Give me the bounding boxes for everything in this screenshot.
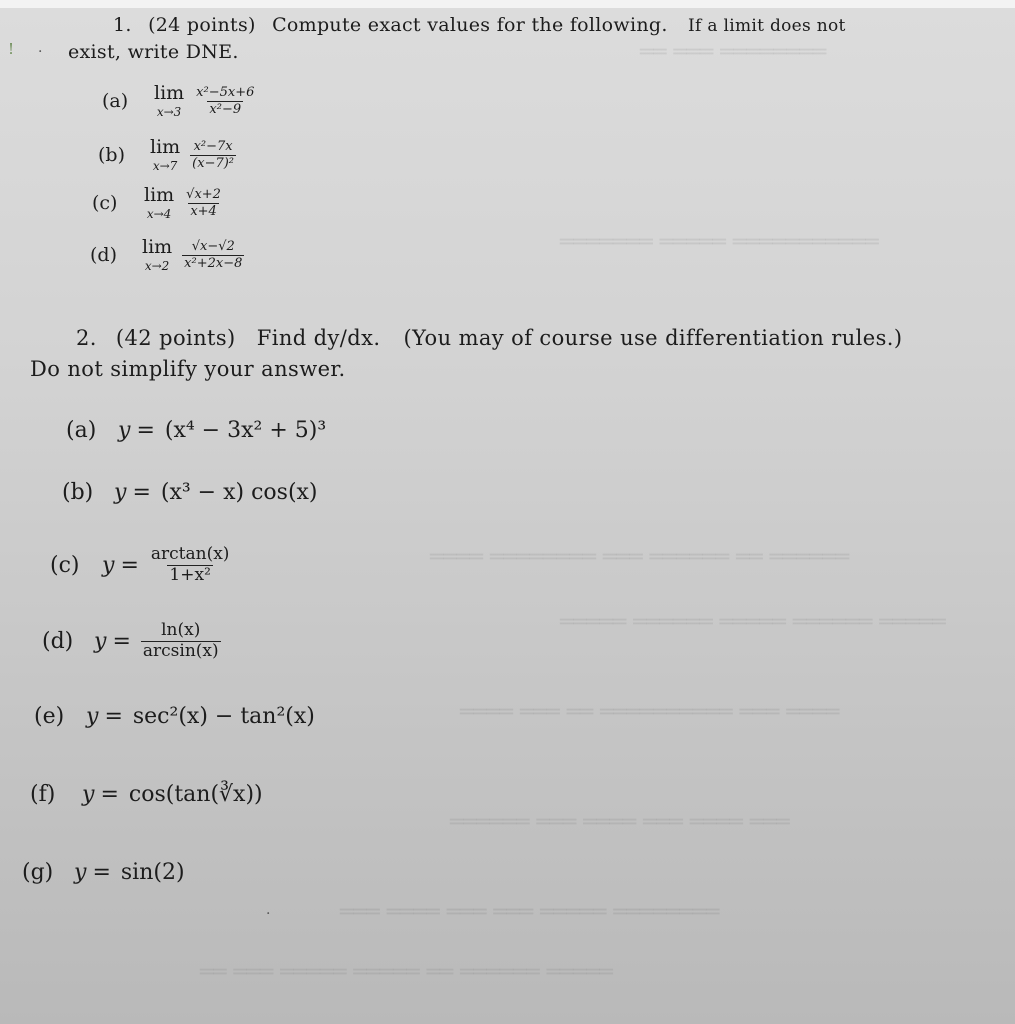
numerator: x²−7x xyxy=(193,138,233,154)
part-label: (f) xyxy=(30,782,56,807)
numerator: arctan(x) xyxy=(150,544,230,564)
margin-mark-icon: ! xyxy=(8,40,15,58)
numerator: √x+2 xyxy=(186,186,221,202)
bleed-through: ═══════════ ═════ ═══════ xyxy=(560,230,879,255)
equals-sign: = xyxy=(104,704,123,729)
expression: (x⁴ − 3x² + 5)³ xyxy=(164,418,327,443)
q1-part-b xyxy=(98,138,236,172)
equals-sign: = xyxy=(92,860,111,885)
denominator: arcsin(x) xyxy=(142,640,219,661)
q1-number: 1. xyxy=(113,14,132,36)
q2-number: 2. xyxy=(76,326,97,350)
fraction xyxy=(182,240,244,270)
q2-instruction-cont: (You may of course use differentiation rules.) xyxy=(403,326,903,350)
stray-dot-icon: · xyxy=(266,906,271,922)
fraction xyxy=(194,86,256,116)
bleed-through: ════════ ═══ ══ xyxy=(640,40,827,65)
denominator: 1+x² xyxy=(169,564,211,585)
limit-operator: lim x→3 xyxy=(154,82,185,119)
limit-operator: lim x→7 xyxy=(150,136,181,173)
equals-sign: = xyxy=(132,480,151,505)
part-label: (b) xyxy=(62,480,94,505)
numerator: ln(x) xyxy=(161,620,201,640)
bleed-through: ════════ ═════ ═══ ═══ ════ ═══ xyxy=(340,900,720,925)
equals-sign: = xyxy=(112,628,131,654)
part-label: (a) xyxy=(66,418,97,443)
fraction xyxy=(184,188,223,218)
equals-sign: = xyxy=(120,552,139,578)
part-label: (d) xyxy=(90,244,117,266)
part-label: (a) xyxy=(102,90,129,112)
q1-part-a xyxy=(102,84,256,118)
equals-sign: = xyxy=(136,418,155,443)
q2-part-a: (a) y = (x⁴ − 3x² + 5)³ xyxy=(66,418,327,443)
part-label: (c) xyxy=(92,192,118,214)
equals-sign: = xyxy=(100,782,119,807)
paper-top-edge xyxy=(0,0,1015,8)
bleed-through: ═════ ══════ ═════ ══════ ═════ xyxy=(560,610,946,635)
bleed-through: ═══ ════ ═══ ════ ═══ ══════ xyxy=(450,810,790,835)
part-label: (b) xyxy=(98,144,125,166)
numerator: x²−5x+6 xyxy=(196,84,255,100)
denominator: (x−7)² xyxy=(192,155,235,171)
q2-instruction: Find dy/dx. xyxy=(256,326,381,350)
bleed-through: ═════ ══════ ══ ═════ ═════ ═══ ══ xyxy=(200,960,613,985)
fraction xyxy=(149,546,232,585)
numerator: √x−√2 xyxy=(191,238,235,254)
q1-instruction: Compute exact values for the following. xyxy=(272,14,668,36)
q1-header xyxy=(113,14,846,36)
q1-instruction-line2: exist, write DNE. xyxy=(68,41,239,63)
q2-points: (42 points) xyxy=(115,326,236,350)
fraction xyxy=(190,140,236,170)
margin-dot-icon: · xyxy=(38,44,43,60)
q2-part-b: (b) y = (x³ − x) cos(x) xyxy=(62,480,318,505)
q2-part-c: (c) y = $\frac{\arctan(x)}{\text{1+x²}}$ xyxy=(50,544,230,585)
expression: (x³ − x) cos(x) xyxy=(160,480,318,505)
bleed-through: ════ ═══ ══════════ ══ ═══ ════ xyxy=(460,700,840,725)
limit-operator: lim x→2 xyxy=(142,236,173,273)
part-label: (c) xyxy=(50,552,80,578)
denominator: x²−9 xyxy=(209,101,242,117)
q2-instruction-line2: Do not simplify your answer. xyxy=(30,357,346,381)
part-label: (d) xyxy=(42,628,74,654)
q1-instruction-cont: If a limit does not xyxy=(688,16,846,36)
q1-part-d xyxy=(90,238,244,272)
q2-header xyxy=(76,326,902,350)
q2-part-d: (d) y = $\frac{\ln(x)}{\arcsin(x)}$ xyxy=(42,620,219,661)
part-label: (e) xyxy=(34,704,65,729)
denominator: x²+2x−8 xyxy=(184,255,243,271)
denominator: x+4 xyxy=(190,203,217,219)
q2-part-f: (f) y = cos(tan(∛x)) xyxy=(30,782,263,807)
expression: sin(2) xyxy=(120,860,185,885)
limit-operator: lim x→4 xyxy=(144,184,175,221)
part-label: (g) xyxy=(22,860,54,885)
fraction xyxy=(141,622,221,661)
q2-part-g: (g) y = sin(2) xyxy=(22,860,185,885)
q1-part-c xyxy=(92,186,223,220)
expression: cos(tan(∛x)) xyxy=(128,782,263,807)
expression: sec²(x) − tan²(x) xyxy=(132,704,315,729)
bleed-through: ══════ ══ ══════ ═══ ════════ ════ xyxy=(430,545,850,570)
q1-points: (24 points) xyxy=(148,14,256,36)
q2-part-e: (e) y = sec²(x) − tan²(x) xyxy=(34,704,315,729)
